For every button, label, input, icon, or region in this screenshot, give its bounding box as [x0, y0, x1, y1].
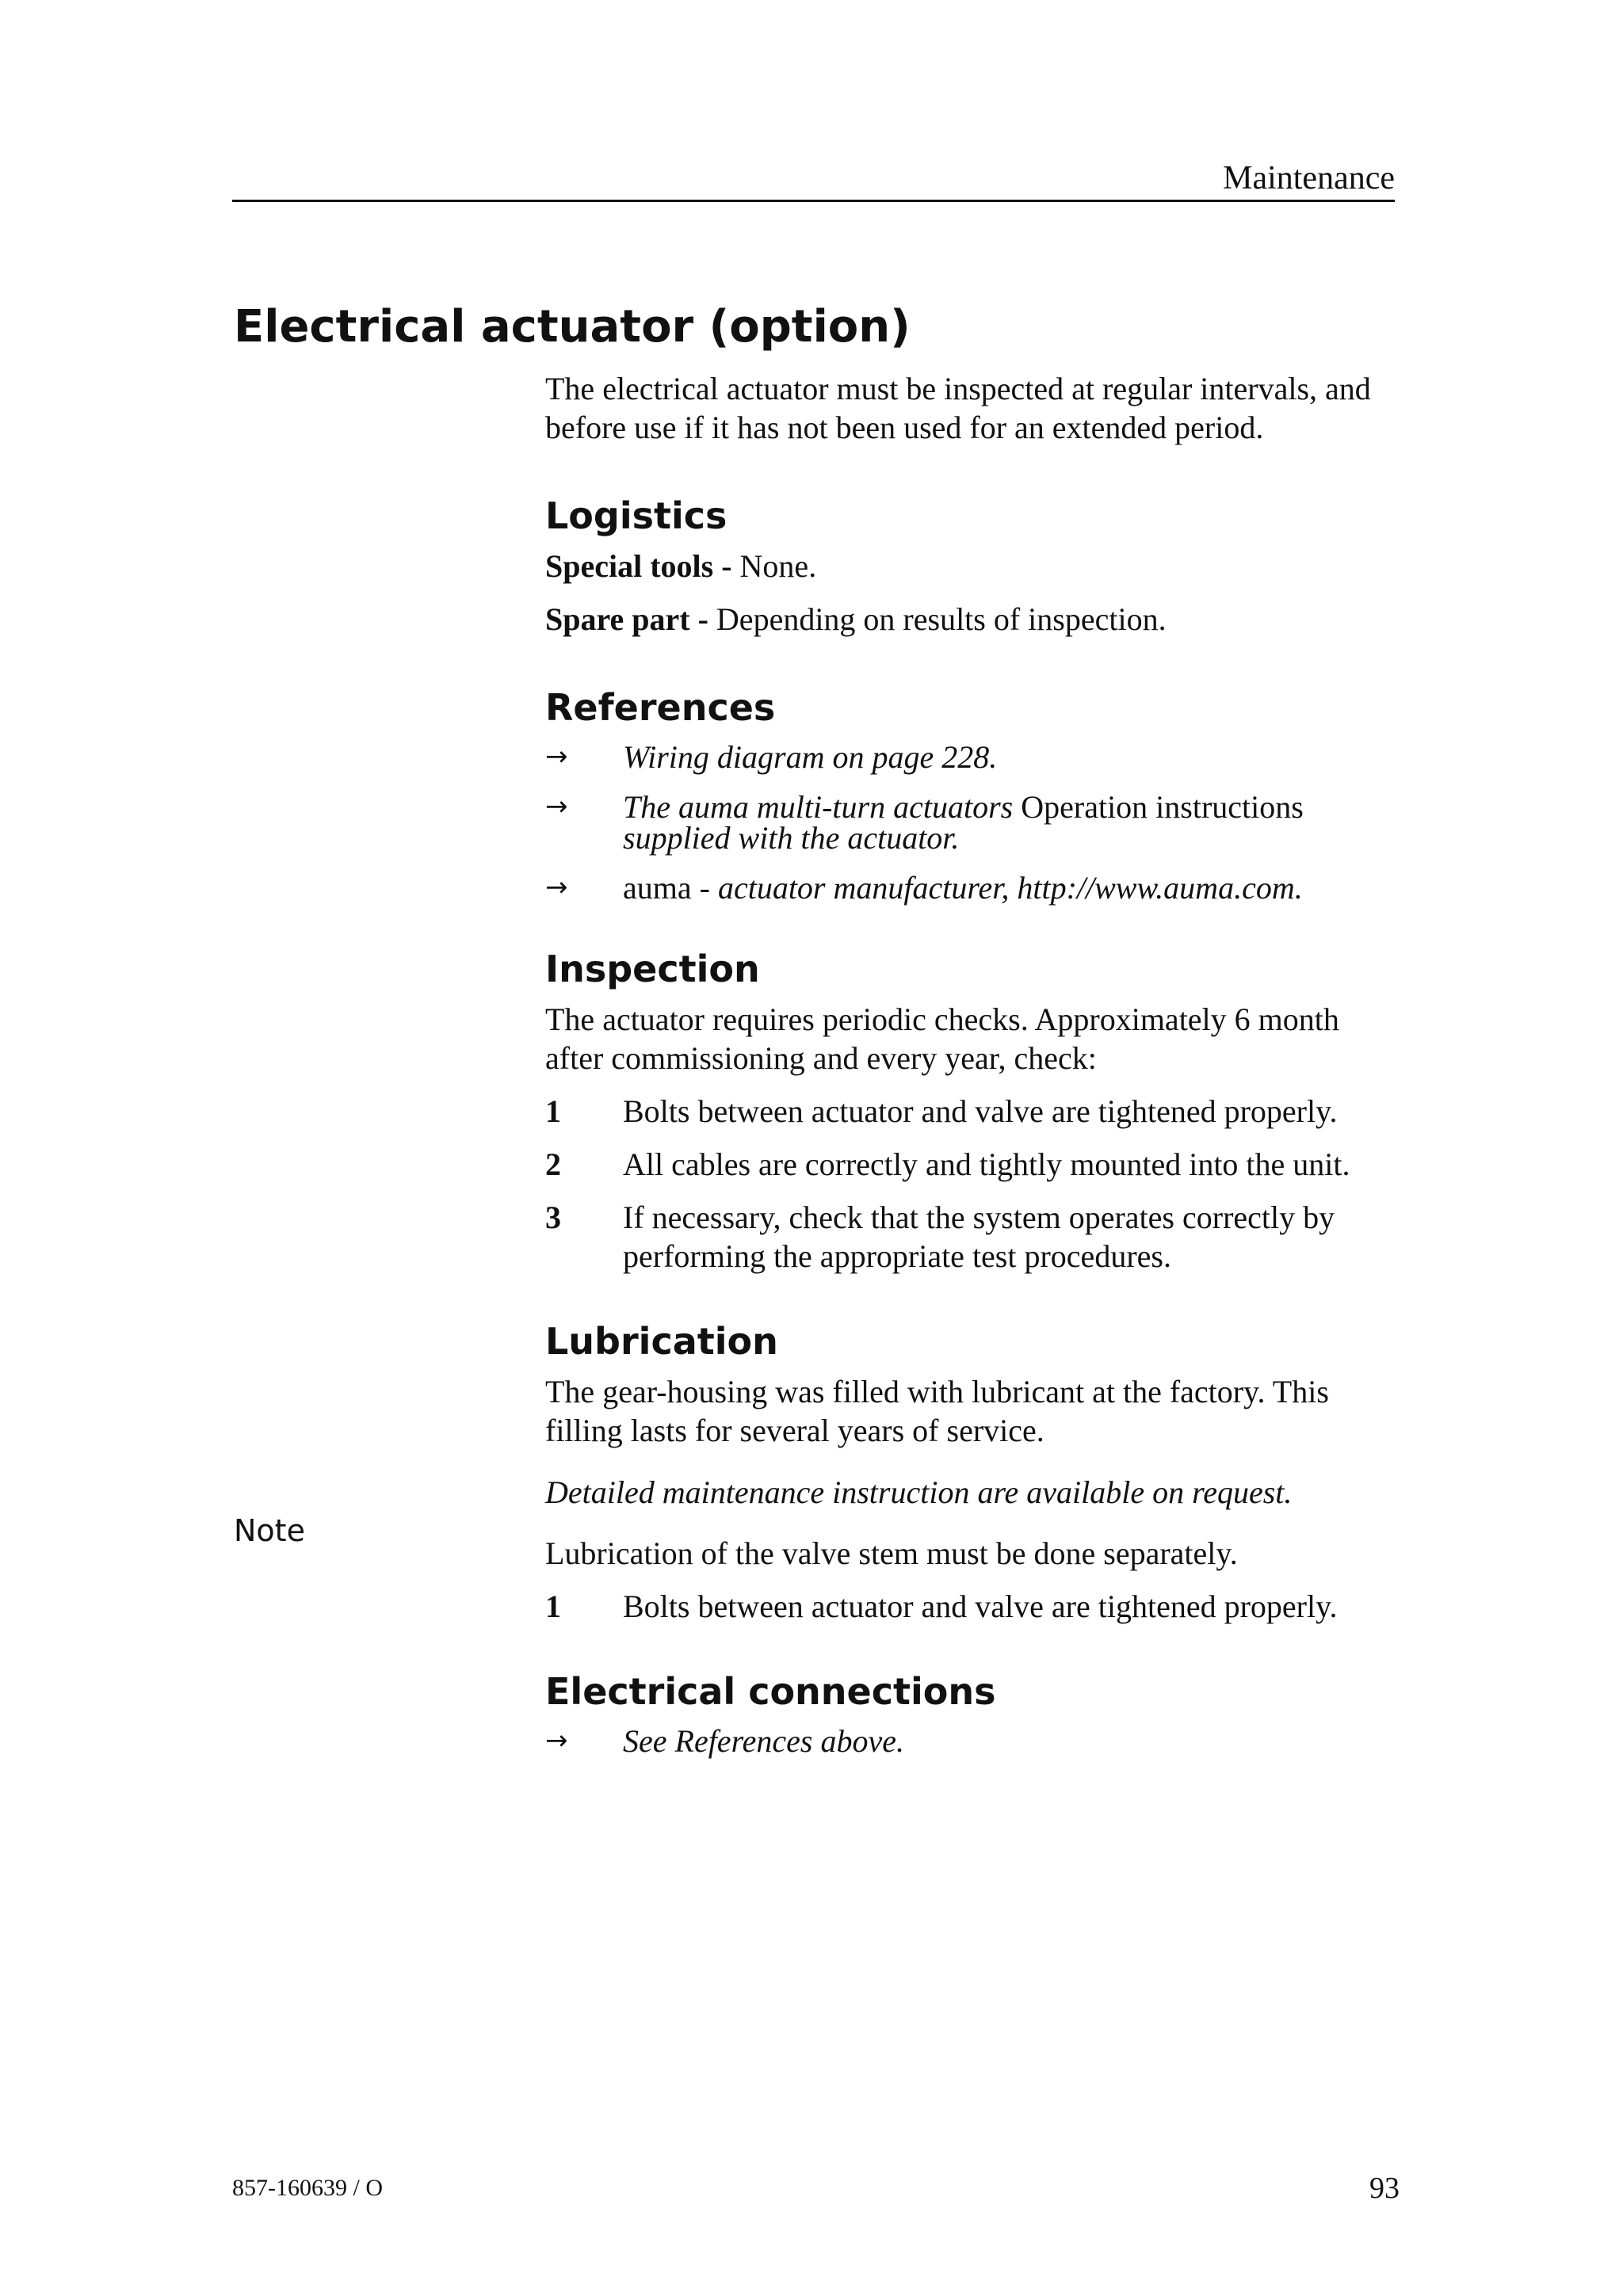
step-number: 3	[545, 1199, 561, 1235]
reference-plain: Operation instructions	[1013, 789, 1304, 825]
references-heading: References	[545, 686, 776, 729]
step-number: 1	[545, 1093, 561, 1129]
spare-part-label: Spare part -	[545, 601, 716, 637]
lubrication-paragraph: The gear-housing was filled with lubricant at the factory. This filling lasts for several years of service.	[545, 1374, 1329, 1448]
special-tools-label: Special tools -	[545, 548, 740, 584]
reference-text	[623, 789, 1401, 856]
logistics-heading: Logistics	[545, 494, 727, 537]
header-rule	[232, 200, 1395, 202]
see-references-link[interactable]: See References above.	[623, 1723, 904, 1759]
intro-paragraph: The electrical actuator must be inspected at regular intervals, and before use if it has not been used for an extended period.	[545, 371, 1371, 445]
page-number: 93	[1369, 2172, 1400, 2205]
step-text: Bolts between actuator and valve are tightened properly.	[623, 1093, 1338, 1129]
content-column	[545, 369, 1401, 1759]
running-header: Maintenance	[1223, 160, 1395, 196]
reference-item	[545, 870, 1401, 906]
arrow-icon: →	[545, 871, 568, 903]
spare-part-value: Depending on results of inspection.	[716, 601, 1167, 637]
reference-suffix: supplied with the actuator.	[623, 820, 960, 856]
note-label: Note	[234, 1513, 305, 1548]
special-tools-value: None.	[739, 548, 817, 584]
reference-title: The auma multi-turn actuators	[623, 789, 1014, 825]
inspection-heading: Inspection	[545, 948, 760, 990]
arrow-icon: →	[545, 791, 568, 822]
inspection-paragraph: The actuator requires periodic checks. Approximately 6 month after commissioning and every year, check:	[545, 1001, 1339, 1076]
step-number: 1	[545, 1589, 561, 1624]
reference-plain: auma -	[623, 870, 718, 906]
arrow-icon: →	[545, 741, 568, 772]
reference-item	[545, 739, 1401, 775]
reference-item	[545, 1723, 1401, 1759]
inspection-step	[545, 1198, 1401, 1276]
inspection-step	[545, 1145, 1401, 1184]
valve-stem-paragraph: Lubrication of the valve stem must be done separately.	[545, 1535, 1238, 1571]
reference-url[interactable]: actuator manufacturer, http://www.auma.com.	[717, 870, 1303, 906]
reference-link[interactable]: Wiring diagram on page 228.	[623, 739, 998, 775]
spare-part-line	[545, 600, 1401, 639]
step-text: If necessary, check that the system operates correctly by performing the appropriate test procedures.	[623, 1199, 1335, 1274]
lubrication-step	[545, 1587, 1401, 1626]
page-title: Electrical actuator (option)	[234, 301, 911, 353]
arrow-icon: →	[545, 1725, 568, 1756]
step-text: All cables are correctly and tightly mounted into the unit.	[623, 1146, 1350, 1182]
step-text: Bolts between actuator and valve are tightened properly.	[623, 1589, 1338, 1624]
note-text: Detailed maintenance instruction are available on request.	[545, 1474, 1293, 1510]
lubrication-heading: Lubrication	[545, 1320, 778, 1363]
reference-item	[545, 789, 1401, 856]
special-tools-line	[545, 547, 1401, 585]
step-number: 2	[545, 1146, 561, 1182]
electrical-connections-heading: Electrical connections	[545, 1670, 996, 1713]
inspection-step	[545, 1092, 1401, 1131]
reference-text	[623, 870, 1401, 906]
document-number: 857-160639 / O	[232, 2175, 383, 2201]
